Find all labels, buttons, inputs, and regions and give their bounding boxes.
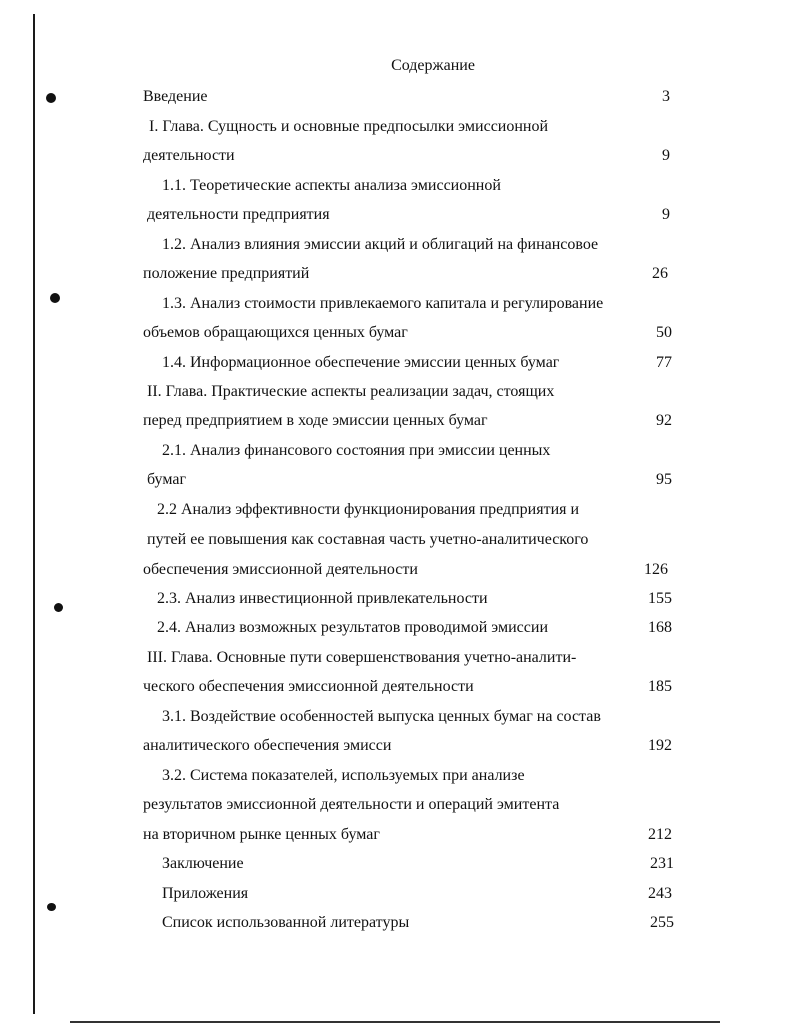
toc-entry-page: 255 <box>650 914 674 931</box>
toc-entry-line: 1.1. Теоретические аспекты анализа эмиссионной <box>162 177 501 194</box>
toc-entry-line: положение предприятий <box>143 265 310 282</box>
toc-entry-page: 212 <box>648 826 672 843</box>
toc-entry-page: 26 <box>652 265 668 282</box>
toc-entry-line: 1.3. Анализ стоимости привлекаемого капитала и регулирование <box>162 295 604 312</box>
toc-entry-line: 1.4. Информационное обеспечение эмиссии ценных бумаг <box>162 354 560 371</box>
toc-entry-line: 2.3. Анализ инвестиционной привлекательности <box>157 590 488 607</box>
toc-entry-line: деятельности предприятия <box>147 206 330 223</box>
toc-entry-line: обеспечения эмиссионной деятельности <box>143 561 418 578</box>
toc-entry-line: объемов обращающихся ценных бумаг <box>143 324 408 341</box>
toc-entry-line: I. Глава. Сущность и основные предпосылки эмиссионной <box>149 118 549 135</box>
toc-entry-page: 77 <box>656 354 672 371</box>
toc-entry-line: результатов эмиссионной деятельности и операций эмитента <box>143 796 560 813</box>
toc-entry-line: Приложения <box>162 885 249 902</box>
toc-entry-line: ческого обеспечения эмиссионной деятельности <box>143 678 474 695</box>
toc-entry-line: 3.2. Система показателей, используемых при анализе <box>162 767 525 784</box>
toc-entry-page: 192 <box>648 737 672 754</box>
toc-entry-line: 1.2. Анализ влияния эмиссии акций и облигаций на финансовое <box>162 236 599 253</box>
toc-entry-line: 2.2 Анализ эффективности функционирования предприятия и <box>157 501 580 518</box>
toc-entry-page: 9 <box>662 147 670 164</box>
toc-entry-line: II. Глава. Практические аспекты реализации задач, стоящих <box>147 383 555 400</box>
toc-entry-line: Заключение <box>162 855 244 872</box>
toc-entry-page: 243 <box>648 885 672 902</box>
toc-entry-page: 92 <box>656 412 672 429</box>
toc-entry-page: 95 <box>656 471 672 488</box>
toc-entry-line: 2.4. Анализ возможных результатов проводимой эмиссии <box>157 619 548 636</box>
toc-entry-page: 3 <box>662 88 670 105</box>
toc-entry-page: 50 <box>656 324 672 341</box>
toc-entry-page: 155 <box>648 590 672 607</box>
toc-entry-line: Введение <box>143 88 208 105</box>
toc-entry-line: перед предприятием в ходе эмиссии ценных бумаг <box>143 412 488 429</box>
toc-entry-line: деятельности <box>143 147 235 164</box>
toc-entry-line: аналитического обеспечения эмисси <box>143 737 392 754</box>
toc-entry-page: 231 <box>650 855 674 872</box>
toc-entry-line: Список использованной литературы <box>162 914 410 931</box>
toc-entry-line: 2.1. Анализ финансового состояния при эмиссии ценных <box>162 442 551 459</box>
toc-entry-line: 3.1. Воздействие особенностей выпуска ценных бумаг на состав <box>162 708 601 725</box>
page-title: Содержание <box>391 57 475 74</box>
toc-entry-page: 126 <box>644 561 668 578</box>
toc-entry-page: 185 <box>648 678 672 695</box>
toc-entry-line: путей ее повышения как составная часть учетно-аналитического <box>147 531 589 548</box>
toc-entry-line: на вторичном рынке ценных бумаг <box>143 826 380 843</box>
toc-entry-page: 9 <box>662 206 670 223</box>
toc-entry-page: 168 <box>648 619 672 636</box>
toc-entry-line: бумаг <box>147 471 186 488</box>
toc-entry-line: III. Глава. Основные пути совершенствования учетно-аналити- <box>147 649 577 666</box>
